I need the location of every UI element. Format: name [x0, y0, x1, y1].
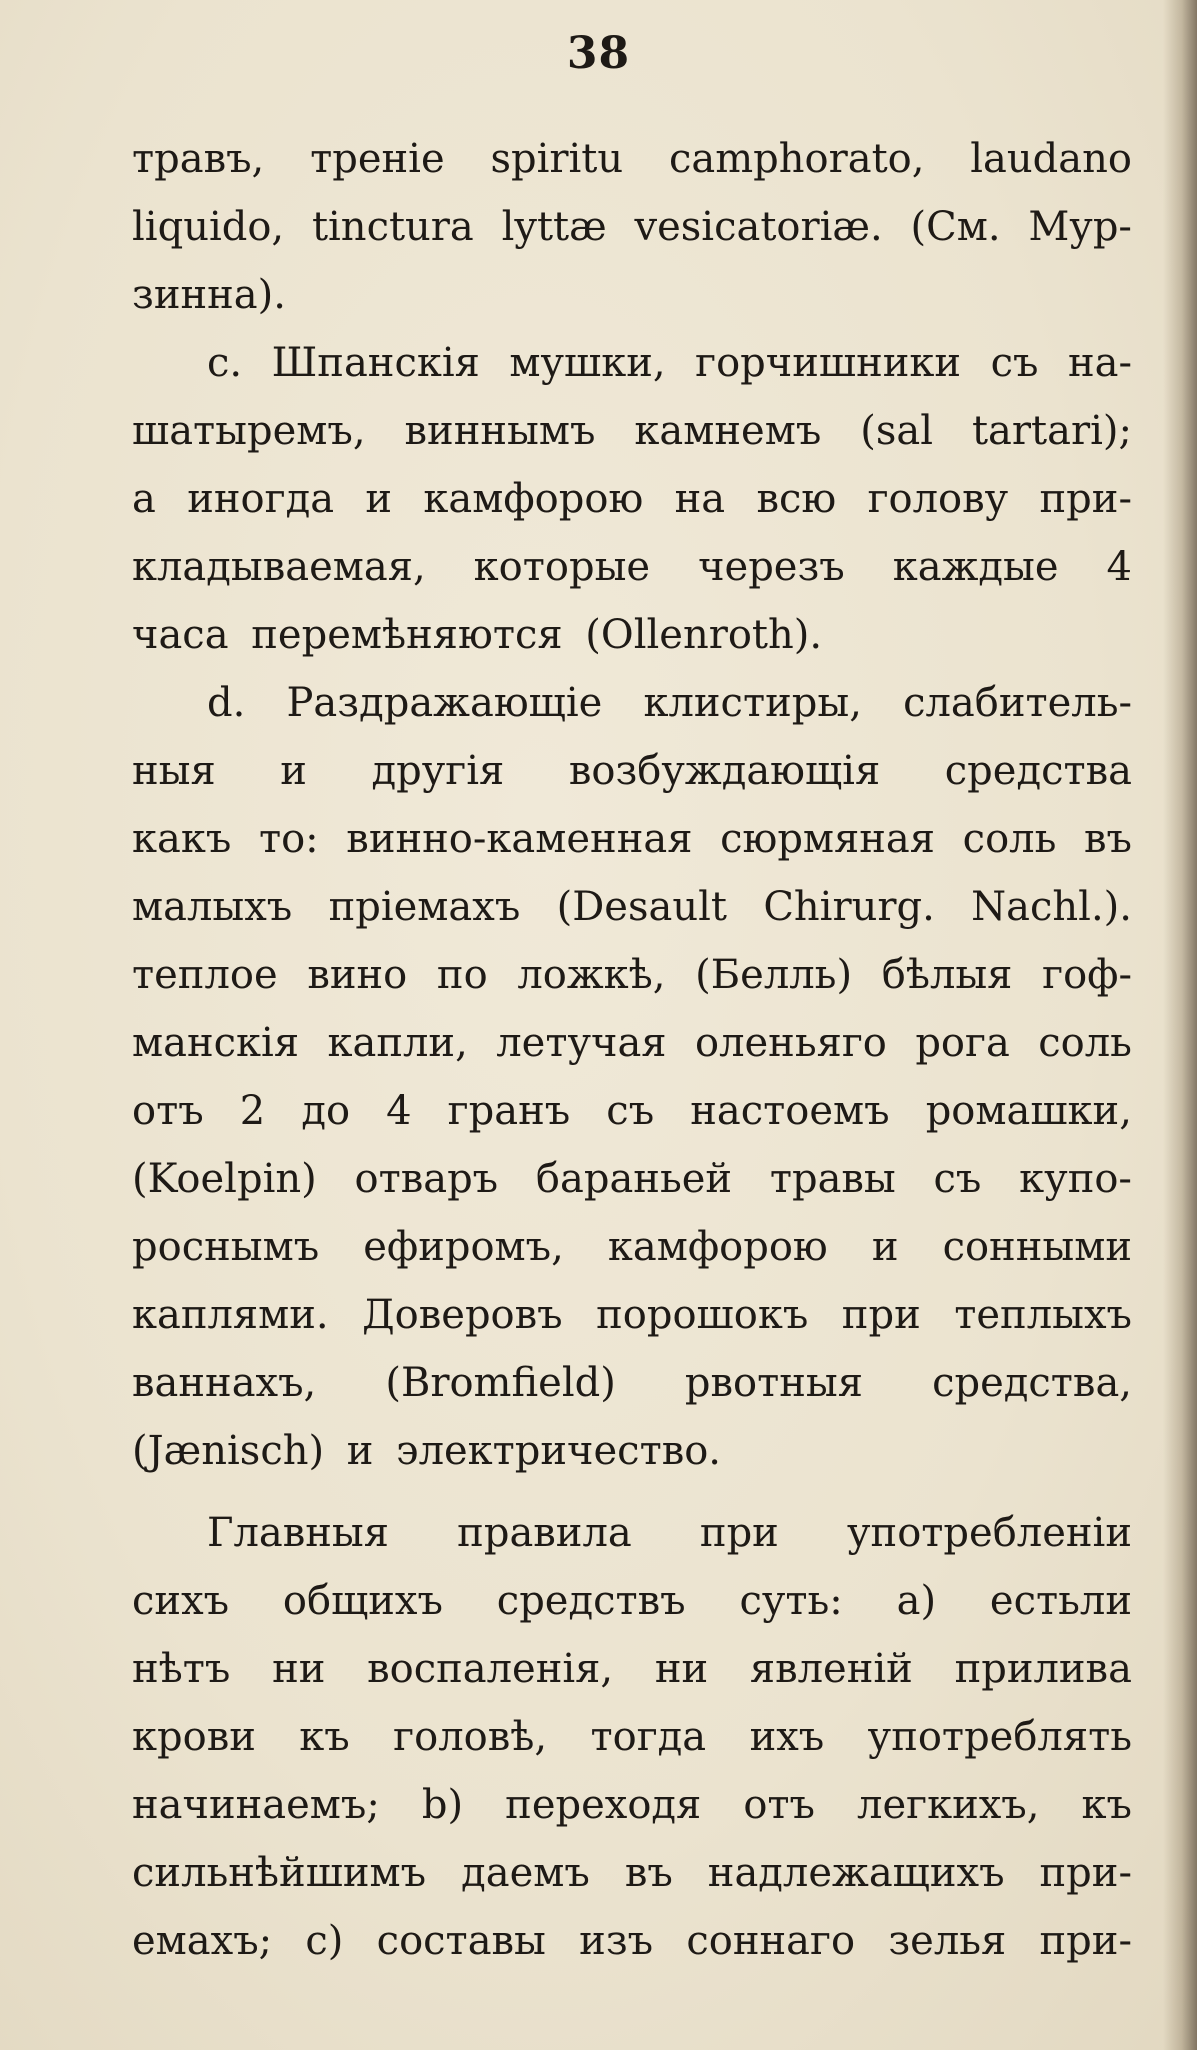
text-line: зинна). — [132, 272, 286, 318]
paragraph-2 — [132, 329, 1132, 669]
text-line: сильнѣйшимъ даемъ въ надлежащихъ при- — [132, 1850, 1132, 1896]
text-line: манскія капли, летучая оленьяго рога соль — [132, 1020, 1132, 1066]
text-line: нѣтъ ни воспаленія, ни явленій прилива — [132, 1646, 1132, 1692]
text-line: каплями. Доверовъ порошокъ при теплыхъ — [132, 1292, 1132, 1338]
text-line: начинаемъ; b) переходя отъ легкихъ, къ — [132, 1782, 1132, 1828]
text-line: часа перемѣняются (Ollenroth). — [132, 612, 823, 658]
text-line: шатыремъ, виннымъ камнемъ (sal tartari); — [132, 408, 1132, 454]
text-line: Главныя правила при употребленіи — [207, 1510, 1132, 1556]
paragraph-4 — [132, 1499, 1132, 1975]
text-line: малыхъ пріемахъ (Desault Chirurg. Nachl.). — [132, 884, 1132, 930]
text-line: d. Раздражающіе клистиры, слабитель- — [207, 680, 1132, 726]
text-line: сихъ общихъ средствъ суть: a) естьли — [132, 1578, 1132, 1624]
paragraph-3 — [132, 669, 1132, 1485]
text-line: c. Шпанскія мушки, горчишники съ на- — [207, 340, 1132, 386]
text-line: крови къ головѣ, тогда ихъ употреблять — [132, 1714, 1132, 1760]
text-line: кладываемая, которые черезъ каждые 4 — [132, 544, 1132, 590]
paragraph-1 — [132, 125, 1132, 329]
text-line: травъ, треніе spiritu camphorato, laudano — [132, 136, 1132, 182]
text-line: ваннахъ, (Bromfield) рвотныя средства, — [132, 1360, 1132, 1406]
page-gutter-shadow — [1163, 0, 1197, 2050]
page-number: 38 — [566, 28, 631, 79]
text-line: а иногда и камфорою на всю голову при- — [132, 476, 1132, 522]
paragraph-spacer — [132, 1485, 1132, 1499]
text-line: отъ 2 до 4 гранъ съ настоемъ ромашки, — [132, 1088, 1132, 1134]
text-line: роснымъ ефиромъ, камфорою и сонными — [132, 1224, 1132, 1270]
text-line: (Koelpin) отваръ бараньей травы съ купо- — [132, 1156, 1132, 1202]
text-line: емахъ; c) составы изъ соннаго зелья при- — [132, 1918, 1132, 1964]
text-line: теплое вино по ложкѣ, (Белль) бѣлыя гоф- — [132, 952, 1132, 998]
text-line: какъ то: винно-каменная сюрмяная соль въ — [132, 816, 1132, 862]
text-line: liquido, tinctura lyttæ vesicatoriæ. (См. Мур- — [132, 204, 1132, 250]
text-line: ныя и другія возбуждающія средства — [132, 748, 1132, 794]
text-line: (Jænisch) и электричество. — [132, 1428, 722, 1474]
body-text — [132, 125, 1132, 1975]
